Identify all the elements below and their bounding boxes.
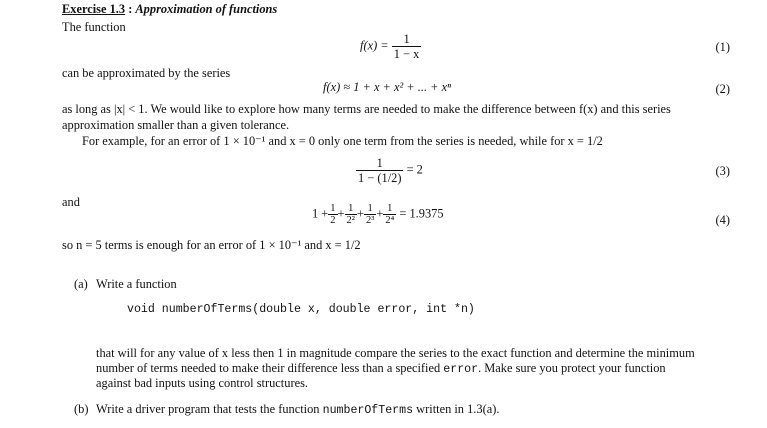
- eq4-term-den: 2: [330, 215, 336, 227]
- eq2-number: (2): [715, 82, 730, 96]
- intro-text: The function: [62, 20, 126, 34]
- desc-line2-pre: number of terms needed to make their difference less than a specified: [96, 361, 441, 375]
- equation-4: [312, 203, 444, 226]
- eq4-number: (4): [715, 213, 730, 227]
- equation-1: [360, 32, 421, 62]
- eq4-op: +: [356, 206, 364, 221]
- eq4-term: [364, 203, 376, 226]
- error-code: error: [443, 363, 479, 376]
- eq4-term: [383, 203, 396, 226]
- and-text: and: [62, 195, 80, 209]
- part-b-label: (b): [74, 402, 89, 416]
- eq4-term-den: 2³: [365, 215, 375, 227]
- equation-2: f(x) ≈ 1 + x + x² + ... + xⁿ: [323, 80, 452, 94]
- eq3-fraction: [356, 156, 403, 186]
- eq4-op: +: [376, 206, 384, 221]
- heading-colon: :: [125, 2, 136, 16]
- equation-3: [356, 156, 423, 186]
- eq4-term-num: 1: [364, 203, 376, 215]
- eq3-numerator: 1: [356, 156, 403, 171]
- function-name-code: numberOfTerms: [322, 404, 414, 417]
- part-a-desc-line2: [96, 361, 666, 377]
- eq4-rhs: = 1.9375: [399, 206, 444, 221]
- approx-text: can be approximated by the series: [62, 66, 231, 80]
- part-b-post: written in 1.3(a).: [416, 402, 500, 416]
- para1-line2: approximation smaller than a given tolerance.: [62, 118, 290, 132]
- part-a-desc-line3: against bad inputs using control structures.: [96, 376, 308, 390]
- eq1-lhs: f(x) =: [360, 38, 389, 53]
- eq4-term-num: 1: [383, 203, 396, 215]
- eq4-term: [328, 203, 337, 226]
- eq4-term-den: 2⁴: [385, 215, 395, 227]
- eq1-fraction: [392, 32, 422, 62]
- function-signature: void numberOfTerms(double x, double error, int *n): [127, 303, 475, 316]
- eq3-rhs: = 2: [406, 162, 423, 177]
- para2-text: For example, for an error of 1 × 10⁻¹ and x = 0 only one term from the series is needed, while for x = 1/2: [82, 134, 603, 148]
- exercise-label: Exercise 1.3: [62, 2, 126, 16]
- part-b-text: [96, 402, 499, 418]
- eq4-term-num: 1: [330, 203, 336, 214]
- eq1-denominator: 1 − x: [393, 47, 420, 62]
- part-a-desc-line1: that will for any value of x less then 1 in magnitude compare the series to the exact function and determine the minimum: [96, 346, 695, 360]
- eq1-number: (1): [715, 40, 730, 54]
- desc-line2-post: . Make sure you protect your function: [478, 361, 666, 375]
- part-b-pre: Write a driver program that tests the function: [96, 402, 320, 416]
- eq4-term-den: 2²: [346, 215, 355, 227]
- exercise-subtitle: Approximation of functions: [135, 2, 278, 16]
- eq4-term: [345, 203, 357, 226]
- eq4-lead: 1 +: [312, 206, 329, 221]
- para1-line1: as long as |x| < 1. We would like to explore how many terms are needed to make the difference between f(x) and this series: [62, 102, 671, 116]
- eq1-numerator: 1: [392, 32, 422, 47]
- part-a-text: Write a function: [96, 277, 177, 291]
- eq4-op: +: [337, 206, 345, 221]
- eq4-term-num: 1: [345, 203, 357, 215]
- eq3-denominator: 1 − (1/2): [358, 171, 402, 186]
- conclusion-text: so n = 5 terms is enough for an error of 1 × 10⁻¹ and x = 1/2: [62, 238, 361, 252]
- exercise-heading: [62, 2, 277, 18]
- eq3-number: (3): [715, 164, 730, 178]
- part-a-label: (a): [74, 277, 88, 291]
